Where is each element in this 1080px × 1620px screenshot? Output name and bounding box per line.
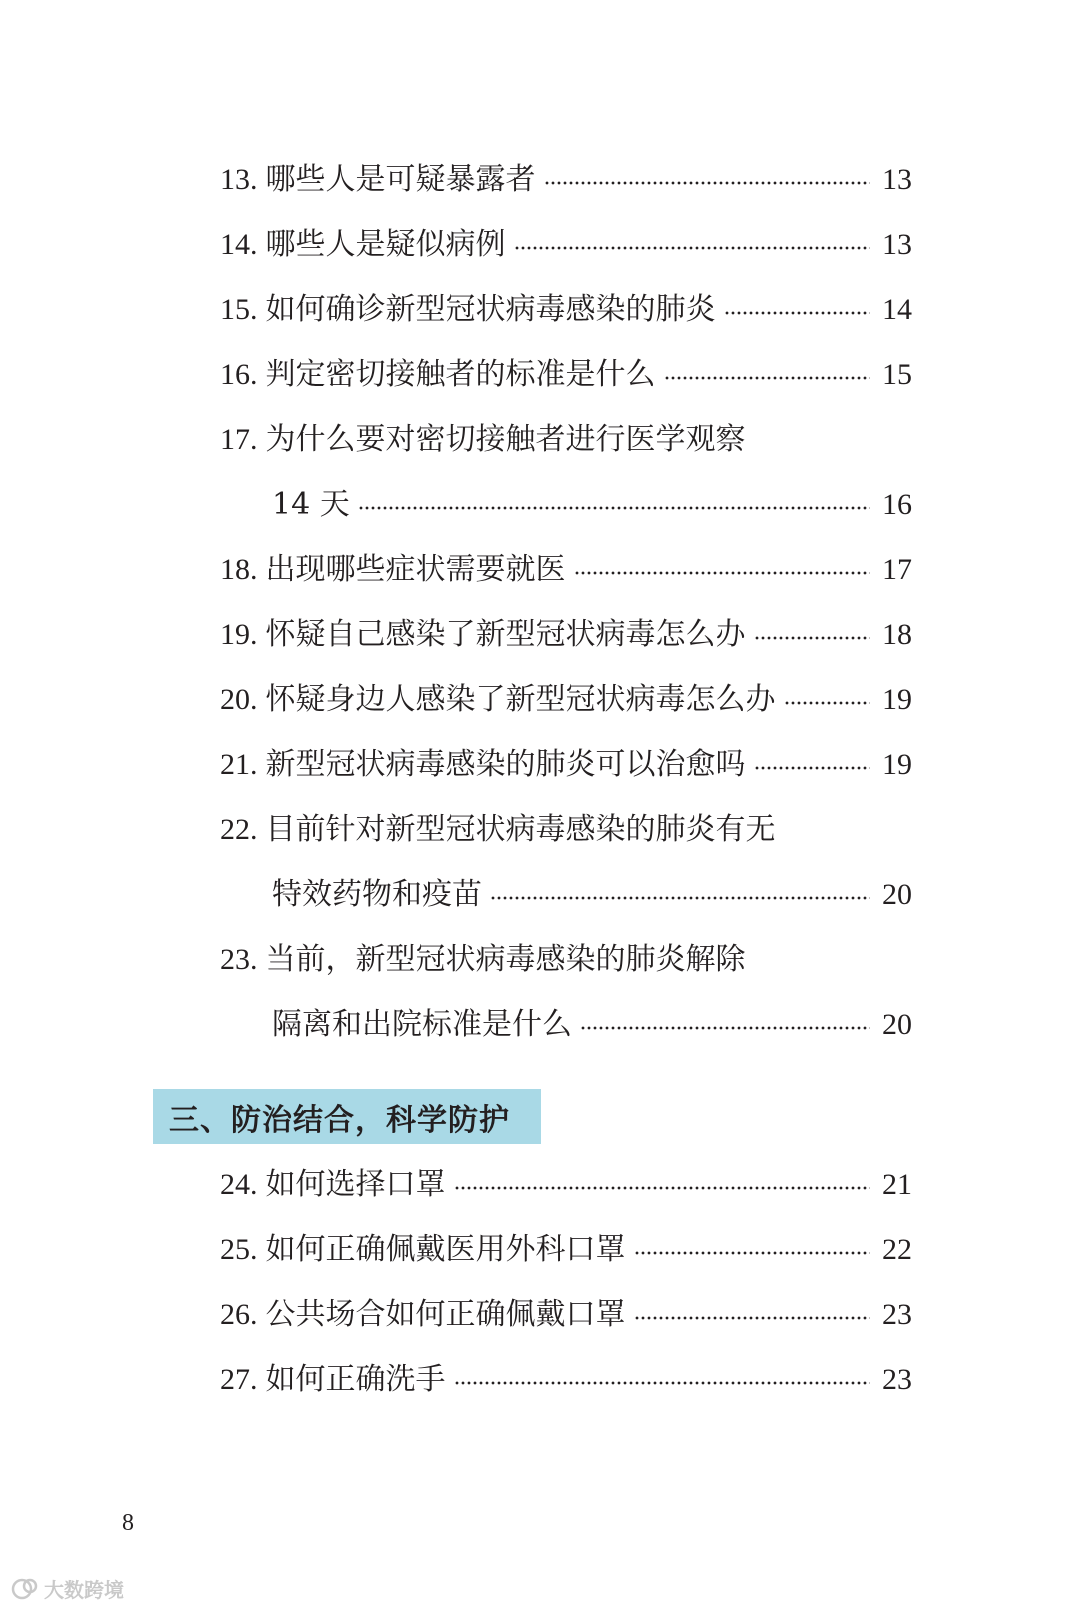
entry-number: 19. (220, 618, 258, 651)
toc-entry[interactable] (220, 743, 912, 787)
entry-page: 20 (882, 878, 912, 911)
entry-title: 如何选择口罩 (265, 1167, 446, 1202)
watermark (10, 1572, 140, 1606)
entry-number: 22. (220, 813, 258, 846)
toc-entry-continuation[interactable] (272, 483, 912, 527)
entry-title: 出现哪些症状需要就医 (265, 552, 566, 587)
entry-page: 18 (882, 618, 912, 651)
entry-page: 22 (882, 1233, 912, 1266)
toc-entry[interactable] (220, 808, 912, 852)
dot-leader (634, 1316, 871, 1320)
dot-leader (454, 1186, 871, 1190)
toc-entry[interactable] (220, 158, 912, 202)
entry-number: 14. (220, 228, 258, 261)
toc-entry[interactable] (220, 418, 912, 462)
section-heading[interactable] (153, 1089, 541, 1144)
entry-page: 16 (882, 488, 912, 521)
entry-title: 怀疑身边人感染了新型冠状病毒怎么办 (265, 682, 776, 717)
toc-entry[interactable] (220, 1358, 912, 1402)
entry-title: 如何确诊新型冠状病毒感染的肺炎 (265, 292, 716, 327)
entry-page: 19 (882, 748, 912, 781)
entry-number: 15. (220, 293, 258, 326)
entry-title: 哪些人是可疑暴露者 (265, 162, 536, 197)
entry-title: 为什么要对密切接触者进行医学观察 (265, 422, 746, 457)
entry-page: 13 (882, 163, 912, 196)
dot-leader (784, 701, 871, 705)
dot-leader (724, 311, 871, 315)
section-title: 三、防治结合，科学防护 (169, 1102, 510, 1138)
entry-number: 27. (220, 1363, 258, 1396)
entry-page: 21 (882, 1168, 912, 1201)
entry-page: 14 (882, 293, 912, 326)
toc-entry[interactable] (220, 938, 912, 982)
entry-page: 19 (882, 683, 912, 716)
toc-entry[interactable] (220, 1228, 912, 1272)
toc-entry[interactable] (220, 1163, 912, 1207)
dot-leader (544, 181, 871, 185)
toc-entry[interactable] (220, 288, 912, 332)
entry-title-continued: 特效药物和疫苗 (272, 877, 482, 912)
toc-entry[interactable] (220, 613, 912, 657)
toc-entry[interactable] (220, 223, 912, 267)
entry-title-continued: 隔离和出院标准是什么 (272, 1007, 572, 1042)
entry-number: 20. (220, 683, 258, 716)
dot-leader (664, 376, 871, 380)
entry-title: 当前，新型冠状病毒感染的肺炎解除 (265, 942, 746, 977)
entry-title: 新型冠状病毒感染的肺炎可以治愈吗 (265, 747, 746, 782)
entry-title: 如何正确洗手 (265, 1362, 446, 1397)
entry-title: 目前针对新型冠状病毒感染的肺炎有无 (265, 812, 776, 847)
entry-number: 17. (220, 423, 258, 456)
toc-entry[interactable] (220, 548, 912, 592)
toc-entry[interactable] (220, 353, 912, 397)
entry-number: 21. (220, 748, 258, 781)
toc-entry[interactable] (220, 1293, 912, 1337)
entry-page: 13 (882, 228, 912, 261)
entry-title: 哪些人是疑似病例 (265, 227, 506, 262)
toc-entry-continuation[interactable] (272, 873, 912, 917)
dot-leader (754, 636, 871, 640)
logo-icon (10, 1572, 140, 1606)
entry-number: 13. (220, 163, 258, 196)
dot-leader (514, 246, 871, 250)
toc-entry-continuation[interactable] (272, 1003, 912, 1047)
entry-number: 16. (220, 358, 258, 391)
entry-number: 24. (220, 1168, 258, 1201)
entry-title: 怀疑自己感染了新型冠状病毒怎么办 (265, 617, 746, 652)
dot-leader (358, 506, 870, 510)
entry-page: 15 (882, 358, 912, 391)
entry-number: 23. (220, 943, 258, 976)
toc-entry[interactable] (220, 678, 912, 722)
entry-page: 17 (882, 553, 912, 586)
dot-leader (580, 1026, 870, 1030)
entry-title: 判定密切接触者的标准是什么 (265, 357, 656, 392)
entry-title-continued: 14 天 (272, 487, 350, 522)
entry-title: 公共场合如何正确佩戴口罩 (265, 1297, 626, 1332)
entry-number: 25. (220, 1233, 258, 1266)
dot-leader (574, 571, 871, 575)
entry-title: 如何正确佩戴医用外科口罩 (265, 1232, 626, 1267)
entry-page: 23 (882, 1298, 912, 1331)
entry-page: 23 (882, 1363, 912, 1396)
dot-leader (754, 766, 871, 770)
entry-page: 20 (882, 1008, 912, 1041)
dot-leader (454, 1381, 871, 1385)
svg-text:大数跨境: 大数跨境 (44, 1578, 124, 1602)
dot-leader (490, 896, 870, 900)
page-number: 8 (122, 1510, 134, 1536)
entry-number: 18. (220, 553, 258, 586)
dot-leader (634, 1251, 871, 1255)
entry-number: 26. (220, 1298, 258, 1331)
